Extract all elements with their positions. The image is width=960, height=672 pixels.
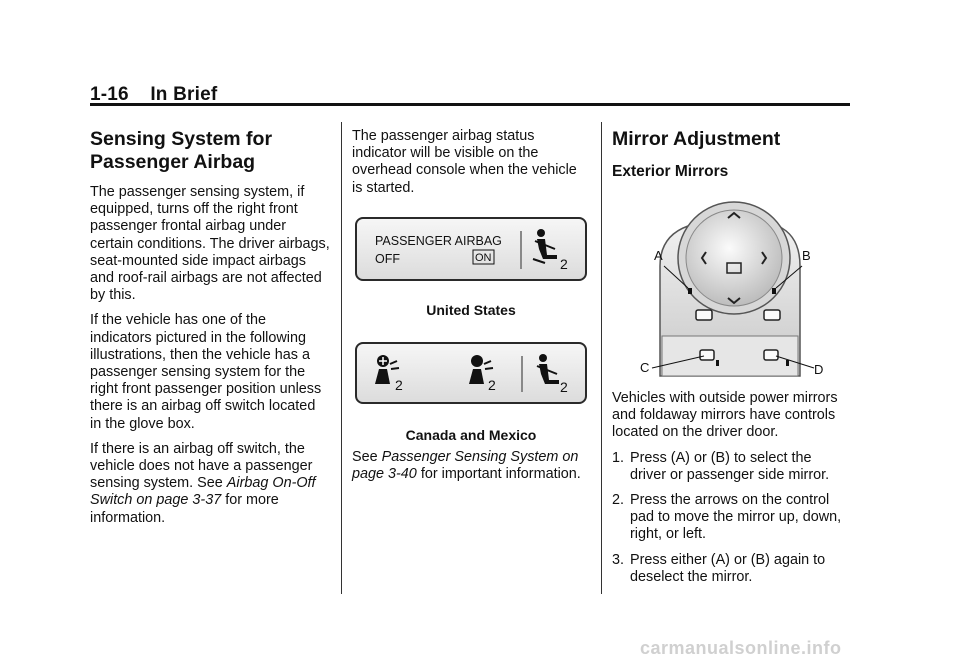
mirror-control-pad[interactable] — [686, 210, 782, 306]
paragraph-text: for important information. — [416, 466, 581, 483]
step-number: 3. — [612, 551, 625, 568]
ca-airbag-indicator-panel — [355, 342, 587, 404]
section-title-line1: Sensing System for — [90, 128, 273, 150]
seat-number: 2 — [395, 377, 403, 393]
fold-button-d[interactable] — [764, 350, 778, 360]
cross-reference-link[interactable]: Passenger Sensing System on page 3-40 — [352, 449, 579, 483]
section-title-mirror: Mirror Adjustment — [612, 128, 781, 150]
seat-number: 2 — [560, 379, 568, 395]
step-number: 1. — [612, 449, 625, 466]
step-number: 2. — [612, 492, 625, 509]
header-rule — [90, 103, 850, 106]
subsection-title-exterior: Exterior Mirrors — [612, 163, 729, 180]
step-text: Press either (A) or (B) again to deselect the mirror. — [630, 551, 826, 585]
mirror-select-button-b[interactable] — [764, 310, 780, 320]
mirror-steps-list — [612, 450, 850, 586]
column-divider — [341, 122, 342, 594]
column-mirror — [612, 128, 850, 187]
off-label: OFF — [375, 252, 400, 266]
step-text: Press (A) or (B) to select the driver or passenger side mirror. — [630, 449, 830, 483]
section-title-line2: Passenger Airbag — [90, 151, 256, 173]
passenger-airbag-label: PASSENGER AIRBAG — [375, 234, 502, 248]
seat-number: 2 — [560, 256, 568, 272]
indicator-light-b — [772, 288, 776, 294]
page-number: 1-16 — [90, 84, 129, 105]
indicator-light-a — [688, 288, 692, 294]
paragraph-text: If there is an airbag off switch, the vehicle does not have a passenger sensing system. See — [90, 440, 313, 492]
label-b: B — [802, 248, 811, 263]
label-d: D — [814, 362, 824, 377]
cross-reference-link[interactable]: Airbag On-Off Switch on page 3-37 — [90, 475, 316, 509]
on-label: ON — [475, 252, 492, 264]
paragraph — [90, 441, 330, 527]
paragraph-text: for more information. — [90, 492, 279, 526]
chapter-title: In Brief — [150, 84, 218, 105]
paragraph — [352, 449, 590, 483]
column-divider — [601, 122, 602, 594]
us-indicator-graphic — [357, 219, 585, 279]
see-also-paragraph — [352, 449, 590, 491]
mirror-control-diagram — [628, 196, 828, 386]
paragraph: The passenger sensing system, if equipped, turns off the right front passenger frontal airbag under certain conditions. The driver airbags, seat-mounted side impact airbags and roof-rail airbags are not affected by this. — [90, 184, 330, 304]
label-a: A — [654, 248, 663, 263]
seatbelt-icon — [537, 354, 559, 384]
fold-button-c[interactable] — [700, 350, 714, 360]
step-item — [612, 552, 850, 586]
paragraph: Vehicles with outside power mirrors and foldaway mirrors have controls located on the driver door. — [612, 390, 838, 441]
watermark: carmanualsonline.info — [640, 638, 842, 658]
paragraph: If the vehicle has one of the indicators pictured in the following illustrations, then the vehicle has a passenger sensing system for the right front passenger position unless there is an airbag off switch located in the glove box. — [90, 312, 322, 432]
seat-number: 2 — [488, 377, 496, 393]
label-c: C — [640, 360, 650, 375]
indicator-light-d — [786, 360, 789, 366]
paragraph-text: See — [352, 449, 382, 465]
mirror-select-button-a[interactable] — [696, 310, 712, 320]
column-sensing-system — [90, 128, 330, 535]
ca-indicator-graphic — [357, 344, 585, 402]
section-title-sensing — [90, 128, 330, 174]
column-indicator — [352, 128, 590, 205]
step-text: Press the arrows on the control pad to move the mirror up, down, right, or left. — [630, 492, 842, 543]
paragraph: The passenger airbag status indicator will be visible on the overhead console when the vehicle is started. — [352, 128, 577, 196]
ca-caption: Canada and Mexico — [405, 427, 537, 443]
us-airbag-indicator-panel — [355, 217, 587, 281]
indicator-light-c — [716, 360, 719, 366]
step-item — [612, 492, 850, 544]
step-item — [612, 450, 850, 484]
mirror-instructions — [612, 390, 850, 594]
seatbelt-icon — [533, 229, 557, 263]
us-caption: United States — [426, 302, 516, 318]
